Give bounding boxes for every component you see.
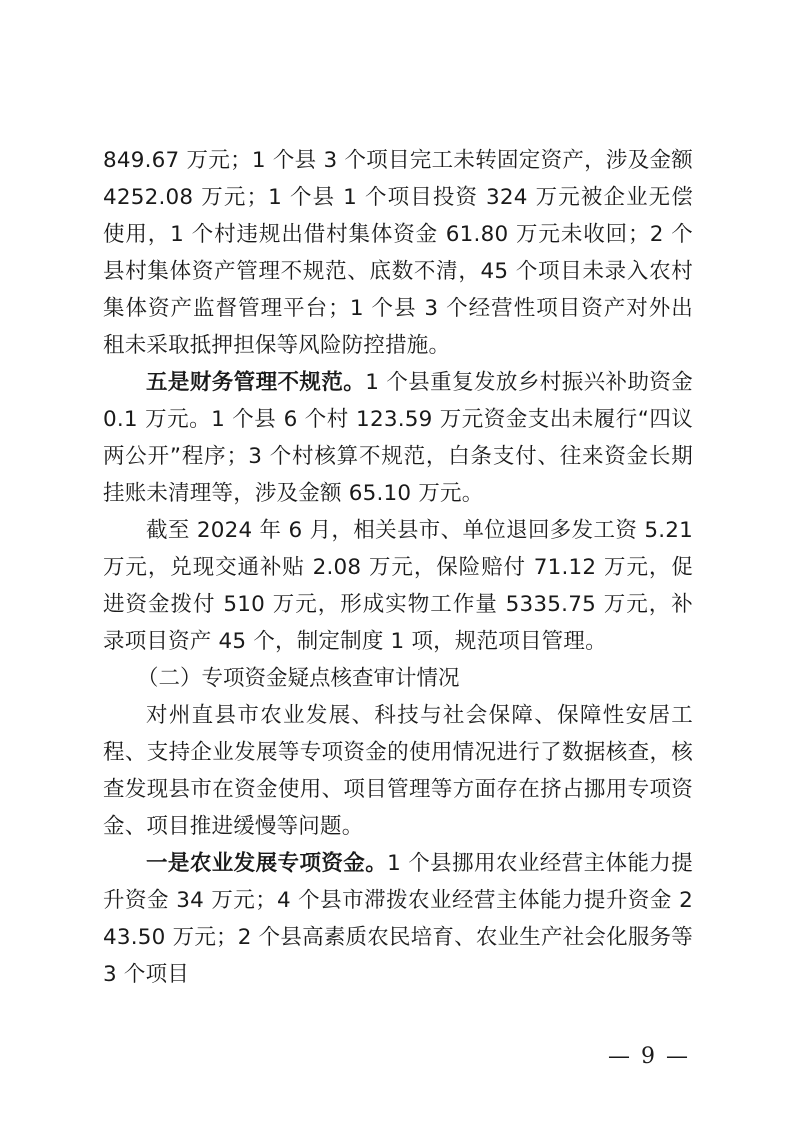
paragraph-body-financial: 1 个县重复发放乡村振兴补助资金 0.1 万元。1 个县 6 个村 123.59 万元资金支出未履行“四议两公开”程序；3 个村核算不规范，白条支付、往来资金长期挂账未清理等，涉及金额 65.10 万元。 xyxy=(103,370,693,506)
paragraph-body-agriculture: 1 个县挪用农业经营主体能力提升资金 34 万元；4 个县市滞拨农业经营主体能力提升资金 243.50 万元；2 个县高素质农民培育、农业生产社会化服务等 3 个项目 xyxy=(103,851,694,987)
paragraph-asset-management: 849.67 万元；1 个县 3 个项目完工未转固定资产，涉及金额 4252.08 万元；1 个县 1 个项目投资 324 万元被企业无偿使用，1 个村违规出借村集体资金 61.80 万元未收回；2 个县村集体资产管理不规范、底数不清，45 个项目未录入农村集体资产监督管理平台；1 个县 3 个经营性项目资产对外出租未采取抵押担保等风险防控措施。 xyxy=(103,148,693,358)
paragraph-lead-agriculture: 一是农业发展专项资金。 xyxy=(146,851,388,876)
paragraph-special-funds: 对州直县市农业发展、科技与社会保障、保障性安居工程、支持企业发展等专项资金的使用情况进行了数据核查，核查发现县市在资金使用、项目管理等方面存在挤占挪用专项资金、项目推进缓慢等问题。 xyxy=(103,703,693,839)
paragraph-agriculture-funds xyxy=(103,845,693,993)
page-number: — 9 — xyxy=(608,1044,690,1069)
paragraph-financial-management xyxy=(103,364,693,512)
page-body xyxy=(103,142,693,993)
paragraph-lead-financial: 五是财务管理不规范。 xyxy=(146,370,366,395)
paragraph-rectification: 截至 2024 年 6 月，相关县市、单位退回多发工资 5.21 万元，兑现交通补贴 2.08 万元，保险赔付 71.12 万元，促进资金拨付 510 万元，形成实物工作量 5335.75 万元，补录项目资产 45 个，制定制度 1 项，规范项目管理。 xyxy=(103,518,693,654)
section-heading: （二）专项资金疑点核查审计情况 xyxy=(137,666,460,691)
